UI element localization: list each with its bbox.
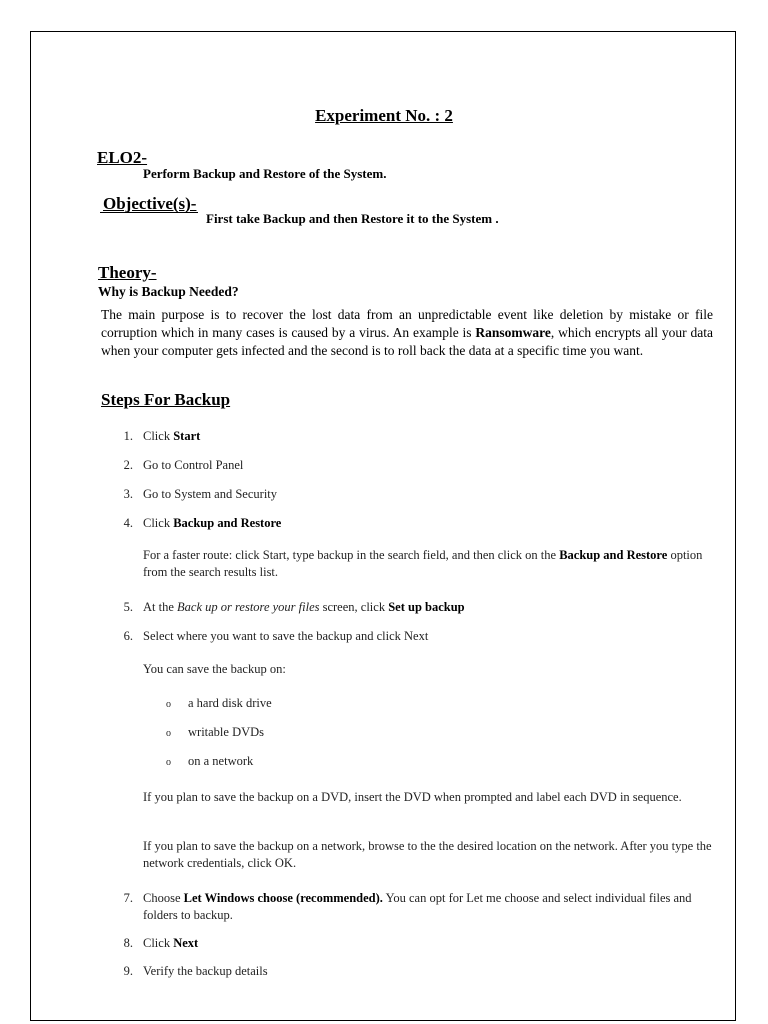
note-faster-text-end: option from the search results list. <box>143 548 703 579</box>
bullet-icon: o <box>166 757 171 768</box>
step-4-text: Click <box>143 516 174 530</box>
step-number: 5. <box>123 600 133 614</box>
step-7 <box>143 890 718 924</box>
step-number: 2. <box>123 458 133 472</box>
bullet-item: writable DVDs <box>188 725 265 739</box>
theory-para-part-1: The main purpose is to recover the lost data from an unpredictable event like deletion by mistake or file corruption which in many cases is caused by a virus. An example is <box>101 307 713 340</box>
step-5-italic: Back up or restore your files <box>177 600 320 614</box>
step-number: 9. <box>123 964 133 978</box>
theory-heading: Theory- <box>98 263 157 282</box>
step-8 <box>143 935 718 952</box>
step-3: Go to System and Security <box>143 487 278 501</box>
step-number: 3. <box>123 487 133 501</box>
theory-para-bold: Ransomware <box>475 325 551 340</box>
theory-paragraph <box>101 306 713 360</box>
step-6: Select where you want to save the backup and click Next <box>143 629 429 643</box>
elo-heading: ELO2- <box>97 148 148 167</box>
note-network: If you plan to save the backup on a network, browse to the the desired location on the network. After you type the network credentials, click OK. <box>143 839 712 870</box>
save-on-text: You can save the backup on: <box>143 662 286 676</box>
step-5-text-mid: screen, click <box>319 600 389 614</box>
step-number: 7. <box>123 891 133 905</box>
note-faster-route <box>143 547 718 581</box>
step-5-bold: Set up backup <box>388 600 465 614</box>
step-8-bold: Next <box>173 936 199 950</box>
step-7-text: Choose <box>143 891 184 905</box>
step-7-text-end: You can opt for Let me choose and select individual files and folders to backup. <box>143 891 692 922</box>
step-number: 1. <box>123 429 133 443</box>
step-9: Verify the backup details <box>143 964 268 978</box>
note-faster-bold: Backup and Restore <box>559 548 668 562</box>
objective-text: First take Backup and then Restore it to the System . <box>206 211 499 226</box>
step-8-text: Click <box>143 936 174 950</box>
bullet-icon: o <box>166 728 171 739</box>
note-dvd: If you plan to save the backup on a DVD, insert the DVD when prompted and label each DVD in sequence. <box>143 790 682 804</box>
step-4-bold: Backup and Restore <box>173 516 282 530</box>
step-2: Go to Control Panel <box>143 458 244 472</box>
bullet-item: on a network <box>188 754 254 768</box>
steps-heading: Steps For Backup <box>101 390 231 409</box>
step-5 <box>143 599 718 616</box>
note-faster-text: For a faster route: click Start, type backup in the search field, and then click on the <box>143 548 560 562</box>
bullet-icon: o <box>166 699 171 710</box>
step-5-text: At the <box>143 600 178 614</box>
theory-para-part-2: , which encrypts all your data when your computer gets infected and the second is to roll back the data at a specific time you want. <box>101 325 714 358</box>
objective-underline <box>100 212 198 213</box>
step-1-text: Click <box>143 429 174 443</box>
step-number: 4. <box>123 516 133 530</box>
step-number: 6. <box>123 629 133 643</box>
bullet-item: a hard disk drive <box>188 696 272 710</box>
step-number: 8. <box>123 936 133 950</box>
step-1-bold: Start <box>173 429 201 443</box>
step-7-bold: Let Windows choose (recommended). <box>183 891 383 905</box>
elo-text: Perform Backup and Restore of the System. <box>143 166 387 181</box>
page-title: Experiment No. : 2 <box>315 106 453 125</box>
objective-heading: Objective(s)- <box>103 194 197 213</box>
theory-question: Why is Backup Needed? <box>98 284 239 299</box>
step-4 <box>143 515 718 532</box>
step-1 <box>143 428 718 445</box>
